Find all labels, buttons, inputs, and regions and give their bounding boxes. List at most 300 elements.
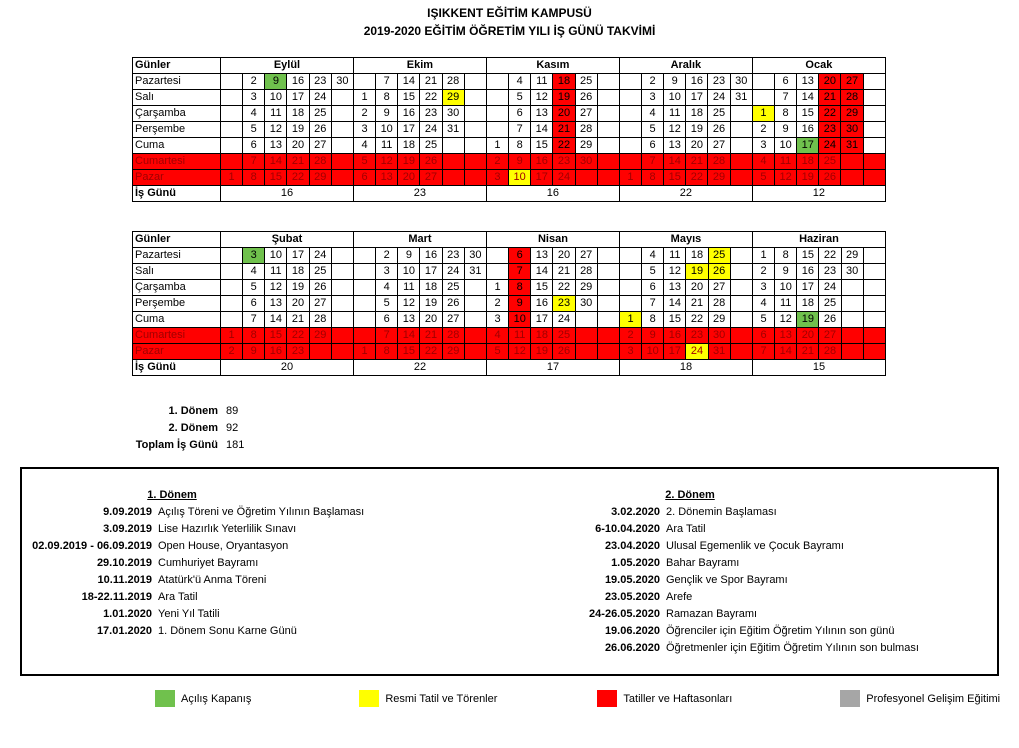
date-cell (221, 264, 243, 280)
date-cell (730, 296, 752, 312)
date-cell: 7 (243, 312, 265, 328)
events-heading: 2. Dönem (665, 489, 715, 501)
date-cell (331, 122, 353, 138)
date-cell: 8 (509, 138, 531, 154)
date-cell: 14 (265, 154, 287, 170)
event-row (22, 557, 364, 574)
date-cell: 9 (775, 264, 797, 280)
date-cell: 19 (686, 264, 708, 280)
date-cell (331, 280, 353, 296)
weekday-row (133, 264, 886, 280)
date-cell (464, 312, 486, 328)
date-cell: 18 (398, 138, 420, 154)
date-cell: 20 (287, 138, 309, 154)
date-cell (221, 280, 243, 296)
date-cell: 31 (841, 138, 863, 154)
date-cell: 1 (221, 328, 243, 344)
date-cell: 10 (376, 122, 398, 138)
date-cell (863, 328, 885, 344)
date-cell: 7 (243, 154, 265, 170)
summary-label: Toplam İş Günü (135, 439, 218, 451)
date-cell: 1 (486, 138, 508, 154)
date-cell: 28 (708, 296, 730, 312)
event-text: Gençlik ve Spor Bayramı (666, 574, 788, 586)
date-cell (863, 248, 885, 264)
date-cell: 29 (309, 328, 331, 344)
date-cell: 29 (841, 106, 863, 122)
date-cell: 27 (708, 138, 730, 154)
date-cell (331, 312, 353, 328)
date-cell (619, 90, 641, 106)
legend-item (155, 690, 251, 707)
date-cell: 12 (398, 296, 420, 312)
date-cell: 15 (664, 312, 686, 328)
date-cell (331, 90, 353, 106)
event-date: 1.05.2020 (611, 557, 660, 569)
date-cell: 10 (509, 170, 531, 186)
weekday-label: Çarşamba (133, 106, 221, 122)
school-title: IŞIKKENT EĞİTİM KAMPUSÜ (427, 6, 592, 20)
date-cell: 21 (686, 154, 708, 170)
date-cell: 22 (420, 344, 442, 360)
work-days-count: 18 (619, 360, 752, 376)
date-cell: 27 (309, 296, 331, 312)
date-cell: 11 (265, 264, 287, 280)
weekday-row (133, 328, 886, 344)
date-cell: 6 (642, 138, 664, 154)
date-cell (619, 296, 641, 312)
event-text: Öğrenciler için Eğitim Öğretim Yılının son günü (666, 625, 895, 637)
date-cell: 28 (819, 344, 841, 360)
date-cell: 14 (398, 328, 420, 344)
event-text: Lise Hazırlık Yeterlilik Sınavı (158, 523, 297, 535)
date-cell: 14 (797, 90, 819, 106)
date-cell (619, 154, 641, 170)
date-cell: 22 (420, 90, 442, 106)
date-cell: 23 (442, 248, 464, 264)
date-cell: 25 (708, 106, 730, 122)
date-cell: 18 (553, 74, 575, 90)
date-cell: 21 (287, 154, 309, 170)
event-row (22, 523, 364, 540)
month-header: Nisan (486, 232, 619, 248)
date-cell: 30 (464, 248, 486, 264)
date-cell: 18 (797, 154, 819, 170)
date-cell (752, 74, 774, 90)
date-cell: 26 (553, 344, 575, 360)
event-row (22, 591, 364, 608)
date-cell: 10 (664, 90, 686, 106)
date-cell: 4 (353, 138, 375, 154)
date-cell (863, 74, 885, 90)
date-cell: 16 (287, 74, 309, 90)
weekday-label: Pazartesi (133, 74, 221, 90)
date-cell: 25 (309, 264, 331, 280)
date-cell: 1 (221, 170, 243, 186)
date-cell: 30 (575, 296, 597, 312)
date-cell (354, 312, 376, 328)
date-cell: 11 (398, 280, 420, 296)
date-cell (331, 344, 353, 360)
date-cell: 14 (398, 74, 420, 90)
events-heading: 1. Dönem (147, 489, 197, 501)
event-date: 3.09.2019 (103, 523, 152, 535)
date-cell: 19 (287, 122, 309, 138)
date-cell: 29 (708, 312, 730, 328)
events-box (20, 467, 999, 676)
date-cell (841, 280, 863, 296)
date-cell: 3 (752, 138, 774, 154)
date-cell: 5 (752, 170, 774, 186)
date-cell: 17 (797, 138, 819, 154)
date-cell: 4 (642, 106, 664, 122)
event-text: Öğretmenler için Eğitim Öğretim Yılının son bulması (666, 642, 919, 654)
date-cell: 9 (265, 74, 287, 90)
event-text: Yeni Yıl Tatili (158, 608, 220, 620)
date-cell: 8 (775, 106, 797, 122)
date-cell: 13 (775, 328, 797, 344)
date-cell: 26 (309, 122, 331, 138)
event-date: 17.01.2020 (96, 625, 152, 637)
date-cell: 16 (420, 248, 442, 264)
date-cell: 29 (708, 170, 730, 186)
event-date: 23.05.2020 (604, 591, 660, 603)
date-cell (331, 264, 353, 280)
date-cell: 2 (642, 74, 664, 90)
summary-value: 89 (226, 405, 239, 417)
date-cell: 21 (553, 264, 575, 280)
date-cell (331, 138, 353, 154)
date-cell (619, 248, 641, 264)
event-date: 1.01.2020 (103, 608, 152, 620)
date-cell: 24 (309, 90, 331, 106)
date-cell: 30 (331, 74, 353, 90)
date-cell: 8 (376, 90, 398, 106)
date-cell (730, 122, 752, 138)
date-cell: 13 (376, 170, 398, 186)
date-cell: 31 (730, 90, 752, 106)
month-header: Şubat (221, 232, 354, 248)
date-cell: 24 (420, 122, 442, 138)
date-cell: 22 (686, 170, 708, 186)
date-cell: 2 (486, 154, 508, 170)
date-cell: 6 (752, 328, 774, 344)
date-cell: 30 (841, 122, 863, 138)
event-row (500, 557, 919, 574)
date-cell: 20 (420, 312, 442, 328)
legend-label: Açılış Kapanış (181, 692, 252, 705)
date-cell: 25 (309, 106, 331, 122)
event-date: 19.06.2020 (604, 625, 660, 637)
calendar-title: 2019-2020 EĞİTİM ÖĞRETİM YILI İŞ GÜNÜ TAKVİMİ (363, 24, 656, 38)
date-cell: 2 (752, 122, 774, 138)
date-cell (597, 138, 619, 154)
event-text: Ulusal Egemenlik ve Çocuk Bayramı (666, 540, 844, 552)
work-days-count: 15 (752, 360, 885, 376)
date-cell (863, 90, 885, 106)
date-cell: 22 (819, 106, 841, 122)
date-cell: 22 (553, 138, 575, 154)
event-text: Ara Tatil (158, 591, 198, 603)
date-cell (221, 122, 243, 138)
legend-label: Tatiller ve Haftasonları (623, 692, 733, 705)
date-cell: 9 (243, 344, 265, 360)
weekday-row (133, 170, 886, 186)
date-cell: 22 (287, 328, 309, 344)
date-cell: 11 (775, 296, 797, 312)
date-cell (863, 170, 885, 186)
date-cell: 12 (531, 90, 553, 106)
date-cell: 3 (486, 170, 508, 186)
date-cell: 21 (819, 90, 841, 106)
date-cell: 10 (642, 344, 664, 360)
date-cell: 17 (797, 280, 819, 296)
date-cell (486, 264, 508, 280)
legend-swatch (155, 690, 175, 707)
event-date: 3.02.2020 (611, 506, 660, 518)
date-cell: 2 (353, 106, 375, 122)
date-cell: 8 (775, 248, 797, 264)
days-header: Günler (133, 58, 221, 74)
date-cell: 9 (509, 154, 531, 170)
date-cell: 2 (376, 248, 398, 264)
date-cell: 23 (420, 106, 442, 122)
date-cell (221, 90, 243, 106)
color-legend (155, 690, 1000, 707)
date-cell: 17 (398, 122, 420, 138)
weekday-row (133, 248, 886, 264)
work-days-count: 17 (486, 360, 619, 376)
date-cell: 30 (730, 74, 752, 90)
date-cell: 26 (708, 264, 730, 280)
date-cell: 25 (819, 154, 841, 170)
date-cell: 6 (243, 296, 265, 312)
date-cell: 13 (531, 106, 553, 122)
date-cell: 23 (686, 328, 708, 344)
date-cell: 26 (575, 90, 597, 106)
work-days-count: 16 (221, 186, 354, 202)
date-cell: 2 (752, 264, 774, 280)
date-cell: 12 (376, 154, 398, 170)
date-cell: 30 (841, 264, 863, 280)
date-cell: 29 (575, 138, 597, 154)
date-cell: 6 (353, 170, 375, 186)
date-cell: 20 (819, 74, 841, 90)
date-cell: 25 (420, 138, 442, 154)
date-cell: 25 (553, 328, 575, 344)
date-cell: 22 (686, 312, 708, 328)
date-cell: 25 (442, 280, 464, 296)
date-cell (863, 106, 885, 122)
event-text: Arefe (666, 591, 693, 603)
date-cell: 11 (376, 138, 398, 154)
date-cell: 31 (708, 344, 730, 360)
date-cell: 13 (398, 312, 420, 328)
event-text: Atatürk'ü Anma Töreni (158, 574, 267, 586)
date-cell (863, 264, 885, 280)
date-cell (464, 154, 486, 170)
date-cell (486, 122, 508, 138)
summary-row-term2 (120, 422, 244, 439)
date-cell (442, 170, 464, 186)
date-cell (221, 248, 243, 264)
date-cell: 13 (265, 138, 287, 154)
month-header: Ocak (752, 58, 885, 74)
date-cell (619, 280, 641, 296)
date-cell: 9 (509, 296, 531, 312)
date-cell: 3 (619, 344, 641, 360)
event-row (500, 642, 919, 659)
weekday-label: Cumartesi (133, 154, 221, 170)
event-date: 9.09.2019 (103, 506, 152, 518)
date-cell (730, 344, 752, 360)
date-cell (464, 280, 486, 296)
date-cell (863, 344, 885, 360)
date-cell: 20 (553, 248, 575, 264)
event-date: 26.06.2020 (604, 642, 660, 654)
date-cell: 1 (752, 248, 774, 264)
date-cell: 14 (265, 312, 287, 328)
date-cell: 14 (531, 264, 553, 280)
date-cell (354, 296, 376, 312)
date-cell (597, 154, 619, 170)
event-date: 24-26.05.2020 (589, 608, 660, 620)
date-cell: 12 (664, 264, 686, 280)
date-cell (863, 122, 885, 138)
date-cell: 14 (664, 154, 686, 170)
date-cell: 31 (442, 122, 464, 138)
calendar-table-term2 (132, 231, 886, 376)
legend-swatch (597, 690, 617, 707)
date-cell: 19 (686, 122, 708, 138)
date-cell: 10 (775, 280, 797, 296)
date-cell (331, 170, 353, 186)
date-cell: 25 (708, 248, 730, 264)
date-cell: 29 (442, 344, 464, 360)
month-header: Eylül (221, 58, 354, 74)
date-cell (597, 74, 619, 90)
date-cell: 14 (531, 122, 553, 138)
event-row (500, 591, 919, 608)
summary-value: 181 (226, 439, 245, 451)
date-cell (464, 106, 486, 122)
date-cell: 8 (243, 170, 265, 186)
date-cell: 17 (420, 264, 442, 280)
date-cell: 13 (664, 280, 686, 296)
date-cell: 3 (642, 90, 664, 106)
date-cell (730, 170, 752, 186)
date-cell (331, 154, 353, 170)
date-cell (730, 312, 752, 328)
work-days-count: 22 (619, 186, 752, 202)
date-cell: 16 (531, 296, 553, 312)
date-cell: 7 (642, 154, 664, 170)
date-cell (619, 122, 641, 138)
date-cell: 12 (509, 344, 531, 360)
date-cell (730, 328, 752, 344)
date-cell: 7 (775, 90, 797, 106)
date-cell (331, 248, 353, 264)
date-cell (221, 154, 243, 170)
date-cell: 19 (797, 312, 819, 328)
legend-label: Resmi Tatil ve Törenler (385, 692, 498, 705)
weekday-label: Salı (133, 264, 221, 280)
date-cell: 6 (775, 74, 797, 90)
date-cell: 21 (287, 312, 309, 328)
month-header: Haziran (752, 232, 885, 248)
date-cell (464, 296, 486, 312)
date-cell (841, 154, 863, 170)
date-cell: 7 (642, 296, 664, 312)
date-cell: 18 (686, 248, 708, 264)
date-cell: 19 (287, 280, 309, 296)
date-cell: 4 (642, 248, 664, 264)
date-cell: 3 (486, 312, 508, 328)
date-cell (597, 122, 619, 138)
date-cell: 28 (575, 264, 597, 280)
date-cell: 11 (509, 328, 531, 344)
date-cell: 13 (265, 296, 287, 312)
date-cell: 5 (353, 154, 375, 170)
date-cell: 21 (420, 74, 442, 90)
event-date: 02.09.2019 - 06.09.2019 (32, 540, 152, 552)
date-cell: 24 (819, 280, 841, 296)
calendar-table-term1 (132, 57, 886, 202)
date-cell: 20 (686, 280, 708, 296)
date-cell (841, 344, 863, 360)
legend-swatch (359, 690, 379, 707)
date-cell: 28 (309, 312, 331, 328)
weekday-label: Perşembe (133, 122, 221, 138)
date-cell (221, 312, 243, 328)
date-cell: 1 (752, 106, 774, 122)
date-cell: 24 (553, 312, 575, 328)
event-text: Cumhuriyet Bayramı (158, 557, 259, 569)
weekday-label: Pazartesi (133, 248, 221, 264)
summary-row-term1 (120, 405, 244, 422)
event-date: 6-10.04.2020 (595, 523, 660, 535)
weekday-row (133, 312, 886, 328)
event-date: 23.04.2020 (604, 540, 660, 552)
month-header: Mayıs (619, 232, 752, 248)
date-cell: 2 (221, 344, 243, 360)
date-cell: 22 (819, 248, 841, 264)
date-cell: 21 (553, 122, 575, 138)
date-cell: 4 (752, 154, 774, 170)
date-cell (464, 170, 486, 186)
date-cell: 14 (664, 296, 686, 312)
month-header: Kasım (486, 58, 619, 74)
date-cell: 16 (531, 154, 553, 170)
date-cell (597, 248, 619, 264)
date-cell: 28 (841, 90, 863, 106)
work-days-count: 16 (486, 186, 619, 202)
date-cell: 5 (642, 264, 664, 280)
weekday-row (133, 154, 886, 170)
date-cell: 29 (309, 170, 331, 186)
date-cell (597, 106, 619, 122)
date-cell: 3 (243, 248, 265, 264)
date-cell (730, 248, 752, 264)
date-cell (486, 90, 508, 106)
legend-item (359, 690, 497, 707)
date-cell (464, 122, 486, 138)
date-cell: 5 (243, 122, 265, 138)
date-cell: 13 (664, 138, 686, 154)
date-cell: 11 (531, 74, 553, 90)
date-cell: 6 (509, 248, 531, 264)
events-term2 (500, 489, 919, 659)
